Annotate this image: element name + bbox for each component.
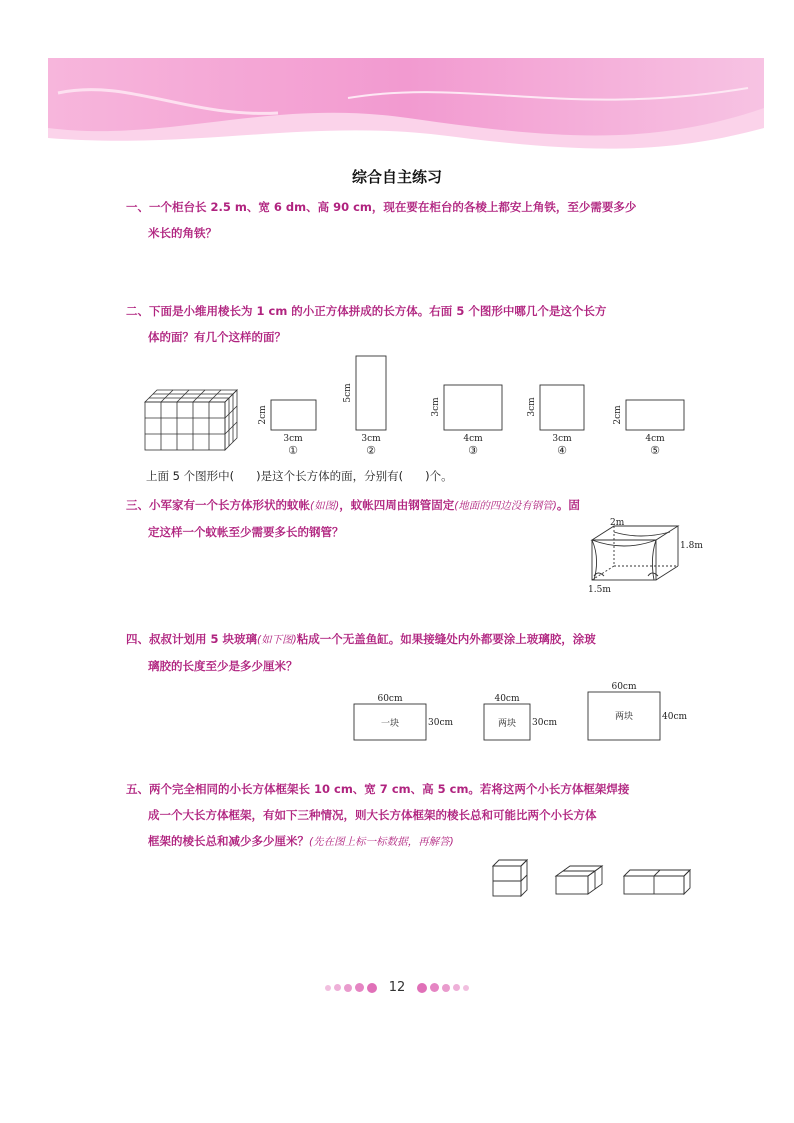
decorative-dot <box>417 983 427 993</box>
header-banner <box>48 58 764 150</box>
panel-width: 40cm <box>494 694 520 704</box>
page-footer <box>0 980 794 995</box>
shape-2 <box>356 356 386 430</box>
question-text: ，蚊帐四周由钢管固定 <box>339 498 455 512</box>
shape-4 <box>540 385 584 430</box>
mosquito-net-figure <box>580 518 703 595</box>
glass-panels-figure <box>350 680 700 746</box>
question-number: 一、 <box>126 200 149 214</box>
question-text: 璃胶的长度至少是多少厘米？ <box>148 659 298 673</box>
question-4 <box>126 626 696 679</box>
page-number: 12 <box>388 980 406 995</box>
shape-height: 2cm <box>258 405 268 425</box>
question-1 <box>126 194 696 246</box>
decorative-dot <box>367 983 377 993</box>
shape-width: 4cm <box>463 434 483 444</box>
dim-length: 2m <box>610 518 625 528</box>
shape-3 <box>444 385 502 430</box>
question-text: 。固 <box>556 498 580 512</box>
question-text: 一个柜台长 2.5 m、宽 6 dm、高 90 cm，现在要在柜台的各棱上都安上角铁，至少需要多少 <box>149 200 637 214</box>
question-number: 五、 <box>126 782 149 796</box>
shape-width: 3cm <box>283 434 303 444</box>
decorative-dot <box>344 984 352 992</box>
face-options-figure <box>255 352 695 462</box>
fill-text: )个。 <box>425 469 453 483</box>
shape-width: 4cm <box>645 434 665 444</box>
question-note: (先在图上标一标数据，再解答) <box>309 836 454 848</box>
frame-front-back <box>556 866 602 894</box>
question-number: 三、 <box>126 498 149 512</box>
decorative-dot <box>463 985 469 991</box>
page-title: 综合自主练习 <box>351 168 442 186</box>
question-text: 框架的棱长总和减少多少厘米？ <box>148 834 309 848</box>
question-note: (如下图) <box>257 634 297 646</box>
question-note: (如图) <box>310 500 340 512</box>
shape-label: ⑤ <box>650 444 660 457</box>
cuboid-grid-figure <box>140 386 240 452</box>
panel-height: 30cm <box>428 718 454 728</box>
dim-height: 1.8m <box>680 541 703 551</box>
fill-text: )是这个长方体的面，分别有( <box>256 469 404 483</box>
shape-1 <box>271 400 316 430</box>
question-text: 定这样一个蚊帐至少需要多长的钢管？ <box>148 525 344 539</box>
panel-width: 60cm <box>611 682 637 692</box>
fill-text: 上面 5 个图形中( <box>146 469 235 483</box>
shape-height: 2cm <box>613 405 623 425</box>
decorative-dot <box>355 983 364 992</box>
panel-height: 40cm <box>662 712 688 722</box>
question-text: 粘成一个无盖鱼缸。如果接缝处内外都要涂上玻璃胶，涂玻 <box>296 632 596 646</box>
question-text: 两个完全相同的小长方体框架长 10 cm、宽 7 cm、高 5 cm。若将这两个小长方体框架焊接 <box>149 782 630 796</box>
dim-width: 1.5m <box>588 585 611 595</box>
decorative-dot <box>453 984 460 991</box>
question-text: 下面是小维用棱长为 1 cm 的小正方体拼成的长方体。右面 5 个图形中哪几个是这个长方 <box>149 304 607 318</box>
panel-width: 60cm <box>377 694 403 704</box>
decorative-dot <box>325 985 331 991</box>
question-number: 二、 <box>126 304 149 318</box>
question-text: 叔叔计划用 5 块玻璃 <box>149 632 258 646</box>
question-text: 米长的角铁？ <box>148 226 217 240</box>
decorative-dot <box>334 984 341 991</box>
frame-stacked <box>493 860 527 896</box>
question-number: 四、 <box>126 632 149 646</box>
decorative-dot <box>430 983 439 992</box>
panel-count: 两块 <box>614 712 634 722</box>
question-text: 成一个大长方体框架，有如下三种情况，则大长方体框架的棱长总和可能比两个小长方体 <box>148 808 597 822</box>
combined-frames-figure <box>488 856 698 898</box>
shape-height: 3cm <box>431 397 441 417</box>
shape-width: 3cm <box>361 434 381 444</box>
question-note: (地面的四边没有钢管) <box>454 500 557 512</box>
shape-5 <box>626 400 684 430</box>
question-5 <box>126 776 696 855</box>
shape-height: 3cm <box>527 397 537 417</box>
fill-in-line <box>146 468 453 484</box>
question-text: 体的面？有几个这样的面？ <box>148 330 286 344</box>
panel-count: 两块 <box>497 719 517 729</box>
panel-height: 30cm <box>532 718 558 728</box>
decorative-dot <box>442 984 450 992</box>
question-text: 小军家有一个长方体形状的蚊帐 <box>149 498 310 512</box>
shape-label: ③ <box>468 444 478 457</box>
panel-count: 一块 <box>380 719 400 729</box>
frame-side-by-side <box>624 870 690 894</box>
question-2 <box>126 298 696 350</box>
shape-label: ① <box>288 444 298 457</box>
shape-label: ④ <box>557 444 567 457</box>
shape-height: 5cm <box>343 383 353 403</box>
shape-label: ② <box>366 444 376 457</box>
shape-width: 3cm <box>552 434 572 444</box>
